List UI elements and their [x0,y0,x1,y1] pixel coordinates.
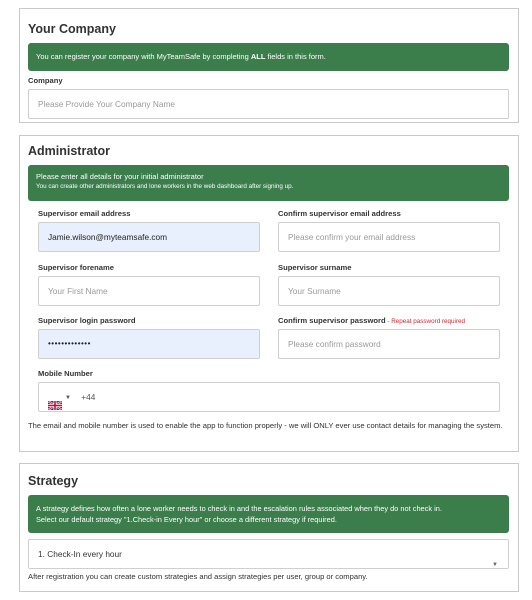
strategy-selected-option: 1. Check-In every hour [38,549,122,559]
administrator-alert-line1: Please enter all details for your initial administrator [36,172,204,181]
uk-flag-icon [48,393,62,402]
mobile-dial-code: +44 [81,392,96,402]
administrator-alert-line2: You can create other administrators and lone workers in the web dashboard after signing up. [36,183,294,190]
country-caret-icon: ▼ [65,394,71,401]
mobile-field[interactable] [38,382,500,412]
forename-label: Supervisor forename [38,263,114,272]
administrator-panel [19,135,519,452]
strategy-alert-line1: A strategy defines how often a lone worker needs to check in and the escalation rules associated when they do not check in. [36,504,442,513]
caret-down-icon: ▼ [492,562,498,568]
company-info-alert [28,43,509,71]
company-panel [19,8,519,123]
company-alert-bold: ALL [250,52,266,61]
administrator-note: The email and mobile number is used to enable the app to function properly - we will ONLY ever use contact details for managing the system. [28,421,503,430]
email-label: Supervisor email address [38,209,131,218]
forename-field[interactable]: Your First Name [38,276,260,306]
mobile-label: Mobile Number [38,369,93,378]
strategy-info-alert [28,495,509,533]
company-alert-prefix: You can register your company with MyTeamSafe by completing [36,52,251,61]
password-label: Supervisor login password [38,316,136,325]
confirm-email-field[interactable]: Please confirm your email address [278,222,500,252]
email-field[interactable]: Jamie.wilson@myteamsafe.com [38,222,260,252]
confirm-password-field[interactable]: Please confirm password [278,329,500,359]
administrator-panel-title: Administrator [28,144,110,158]
confirm-password-label-text: Confirm supervisor password [278,316,386,325]
administrator-info-alert [28,165,509,201]
strategy-alert-line2: Select our default strategy "1.Check-in Every hour" or choose a different strategy if required. [36,515,337,524]
company-panel-title: Your Company [28,22,116,36]
strategy-note: After registration you can create custom strategies and assign strategies per user, group or company. [28,572,368,581]
password-field[interactable]: ••••••••••••• [38,329,260,359]
surname-field[interactable]: Your Surname [278,276,500,306]
company-field-label: Company [28,76,63,85]
company-name-input[interactable]: Please Provide Your Company Name [28,89,509,119]
confirm-email-label: Confirm supervisor email address [278,209,401,218]
company-alert-suffix: fields in this form. [265,52,326,61]
confirm-password-error: - Repeat password required [385,318,466,325]
strategy-select[interactable] [28,539,509,569]
strategy-panel-title: Strategy [28,474,79,488]
strategy-panel [19,463,519,592]
country-selector[interactable] [48,392,81,402]
surname-label: Supervisor surname [278,263,352,272]
confirm-password-label [278,316,465,325]
